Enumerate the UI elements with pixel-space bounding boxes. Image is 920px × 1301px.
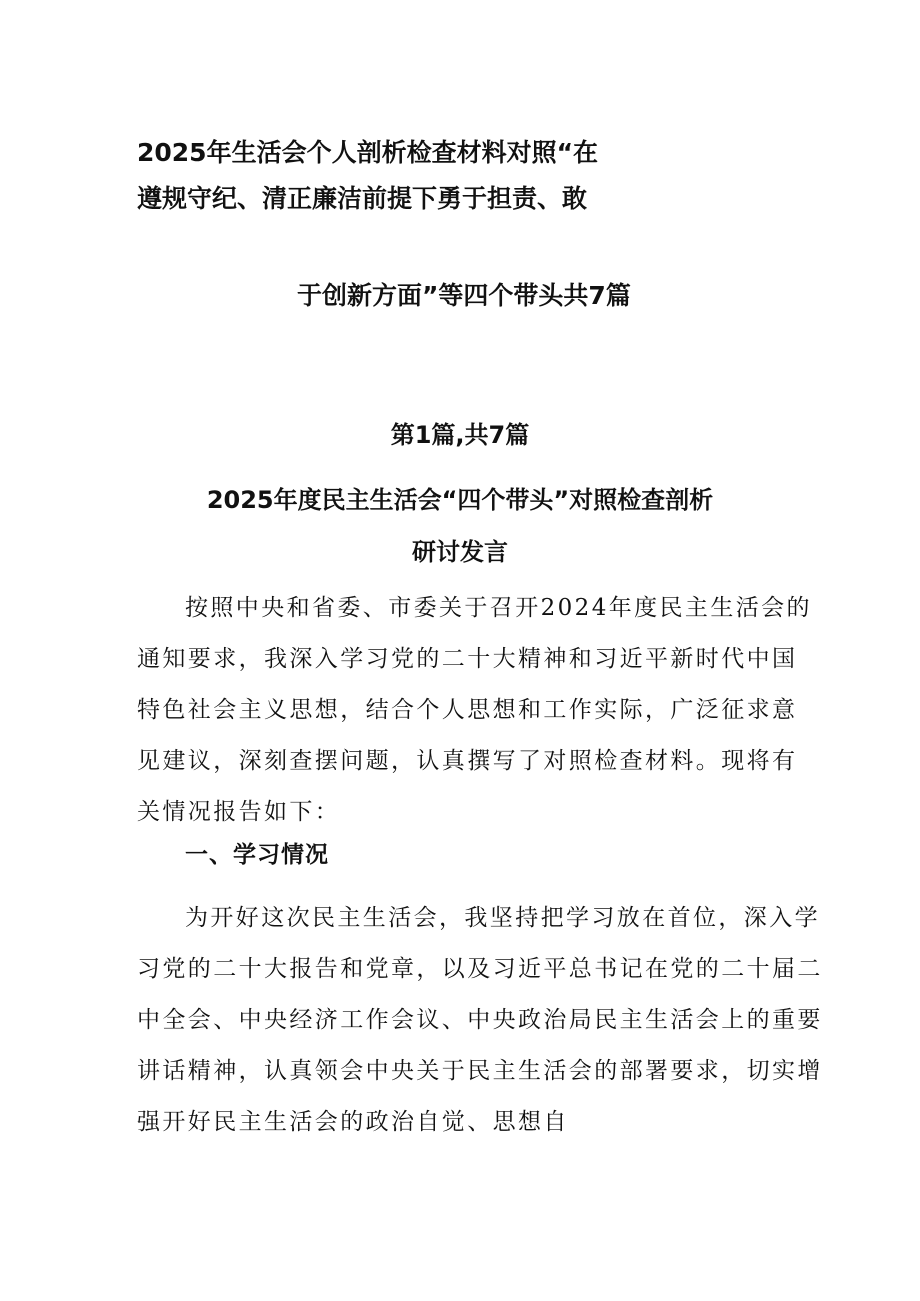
intro-line-3: 特色社会主义思想，结合个人思想和工作实际，广泛征求意: [137, 697, 798, 723]
study-line-3: 中全会、中央经济工作会议、中央政治局民主生活会上的重要: [137, 1007, 823, 1033]
document-title-line-1: 2025年生活会个人剖析检查材料对照“在: [137, 138, 599, 167]
study-paragraph: [137, 893, 823, 1148]
intro-paragraph: [137, 583, 812, 838]
part-title-line-1: 2025年度民主生活会“四个带头”对照检查剖析: [206, 486, 714, 514]
intro-line-1: 按照中央和省委、市委关于召开2024年度民主生活会的: [185, 595, 812, 621]
part-title-line-2: 研讨发言: [412, 538, 508, 566]
study-line-1: 为开好这次民主生活会，我坚持把学习放在首位，深入学: [185, 905, 820, 931]
intro-line-5: 关情况报告如下：: [137, 799, 341, 825]
part-number: 第1篇,共7篇: [390, 421, 530, 449]
document-title-line-3: 于创新方面”等四个带头共7篇: [297, 281, 631, 310]
intro-line-2: 通知要求，我深入学习党的二十大精神和习近平新时代中国: [137, 646, 798, 672]
intro-line-4: 见建议，深刻查摆问题，认真撰写了对照检查材料。现将有: [137, 748, 798, 774]
study-line-5: 强开好民主生活会的政治自觉、思想自: [137, 1109, 569, 1135]
section-heading-study: 一、学习情况: [185, 842, 329, 868]
document-title-line-2: 遵规守纪、清正廉洁前提下勇于担责、敢: [137, 184, 588, 213]
study-line-2: 习党的二十大报告和党章，以及习近平总书记在党的二十届二: [137, 956, 823, 982]
study-line-4: 讲话精神，认真领会中央关于民主生活会的部署要求，切实增: [137, 1058, 823, 1084]
